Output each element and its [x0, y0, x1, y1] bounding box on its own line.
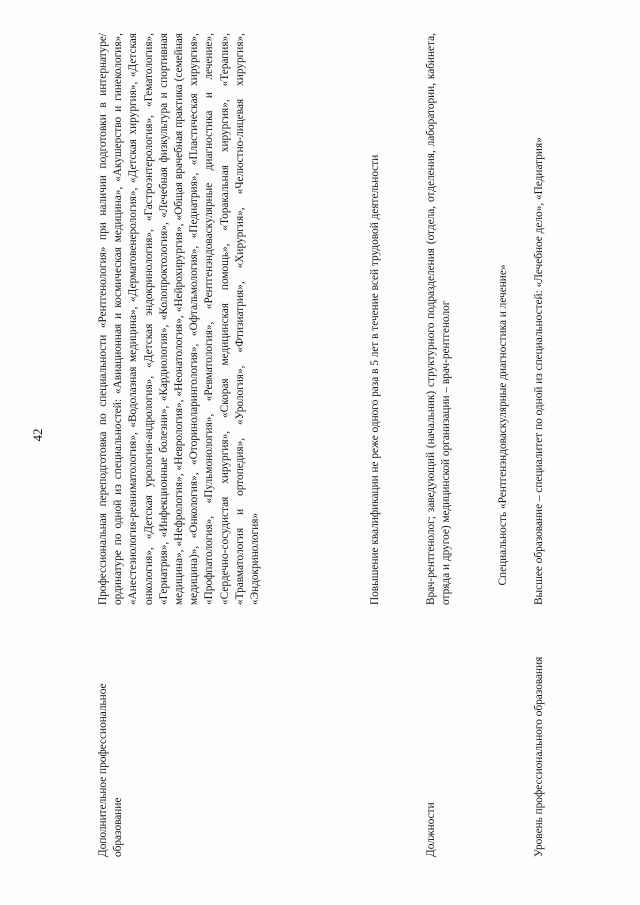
positions-label: Должности — [425, 802, 437, 857]
additional-education-value: Профессиональная переподготовка по специальности «Рентгенология» при наличии подготовки в интернатуре/ординатуре по одной из специальностей: «Авиационная и космическая медицина», «Акушерство и гинекология», «Анестезиология-реаниматология», «Водолазная медицина», «Дерматовенерология», «Детская хирургия», «Детская онкология», «Детская урология-андрология», «Детская эндокринология», «Гастроэнтерология», «Гематология», «Гериатрия», «Инфекционные болезни», «Кардиология», «Колопроктология», «Лечебная физкультура и спортивная медицина», «Нефрология», «Неврология», «Неонатология», «Нейрохирургия», «Общая врачебная практика (семейная медицина)», «Онкология», «Оториноларингология», «Офтальмология», «Педиатрия», «Пластическая хирургия», «Профпатология», «Пульмонология», «Ревматология», «Рентгенэндоваскулярные диагностика и лечение», «Сердечно-сосудистая хирургия», «Скорая медицинская помощь», «Торакальная хирургия», «Терапия», «Травматология и ортопедия», «Урология», «Фтизиатрия», «Хирургия», «Челюстно-лицевая хирургия», «Эндокринология» — [97, 33, 262, 605]
qualification-upgrade-note: Повышение квалификации не реже одного раза в 5 лет в течение всей трудовой деятельности — [369, 154, 381, 605]
section-title: Специальность «Рентгенэндоваскулярные диагностика и лечение» — [497, 264, 509, 586]
page-number: 42 — [30, 428, 45, 442]
positions-value: Врач-рентгенолог; заведующий (начальник) структурного подразделения (отдела, отделения, лаборатории, кабинета, отряда и другое) медицинской организации – врач-рентгенолог — [425, 33, 453, 605]
education-level-value: Высшее образование – специалитет по одной из специальностей: «Лечебное дело», «Педиатрия» — [533, 137, 545, 605]
education-level-label: Уровень профессионального образования — [533, 656, 545, 857]
additional-education-label: Дополнительное профессиональное образование — [97, 683, 125, 857]
